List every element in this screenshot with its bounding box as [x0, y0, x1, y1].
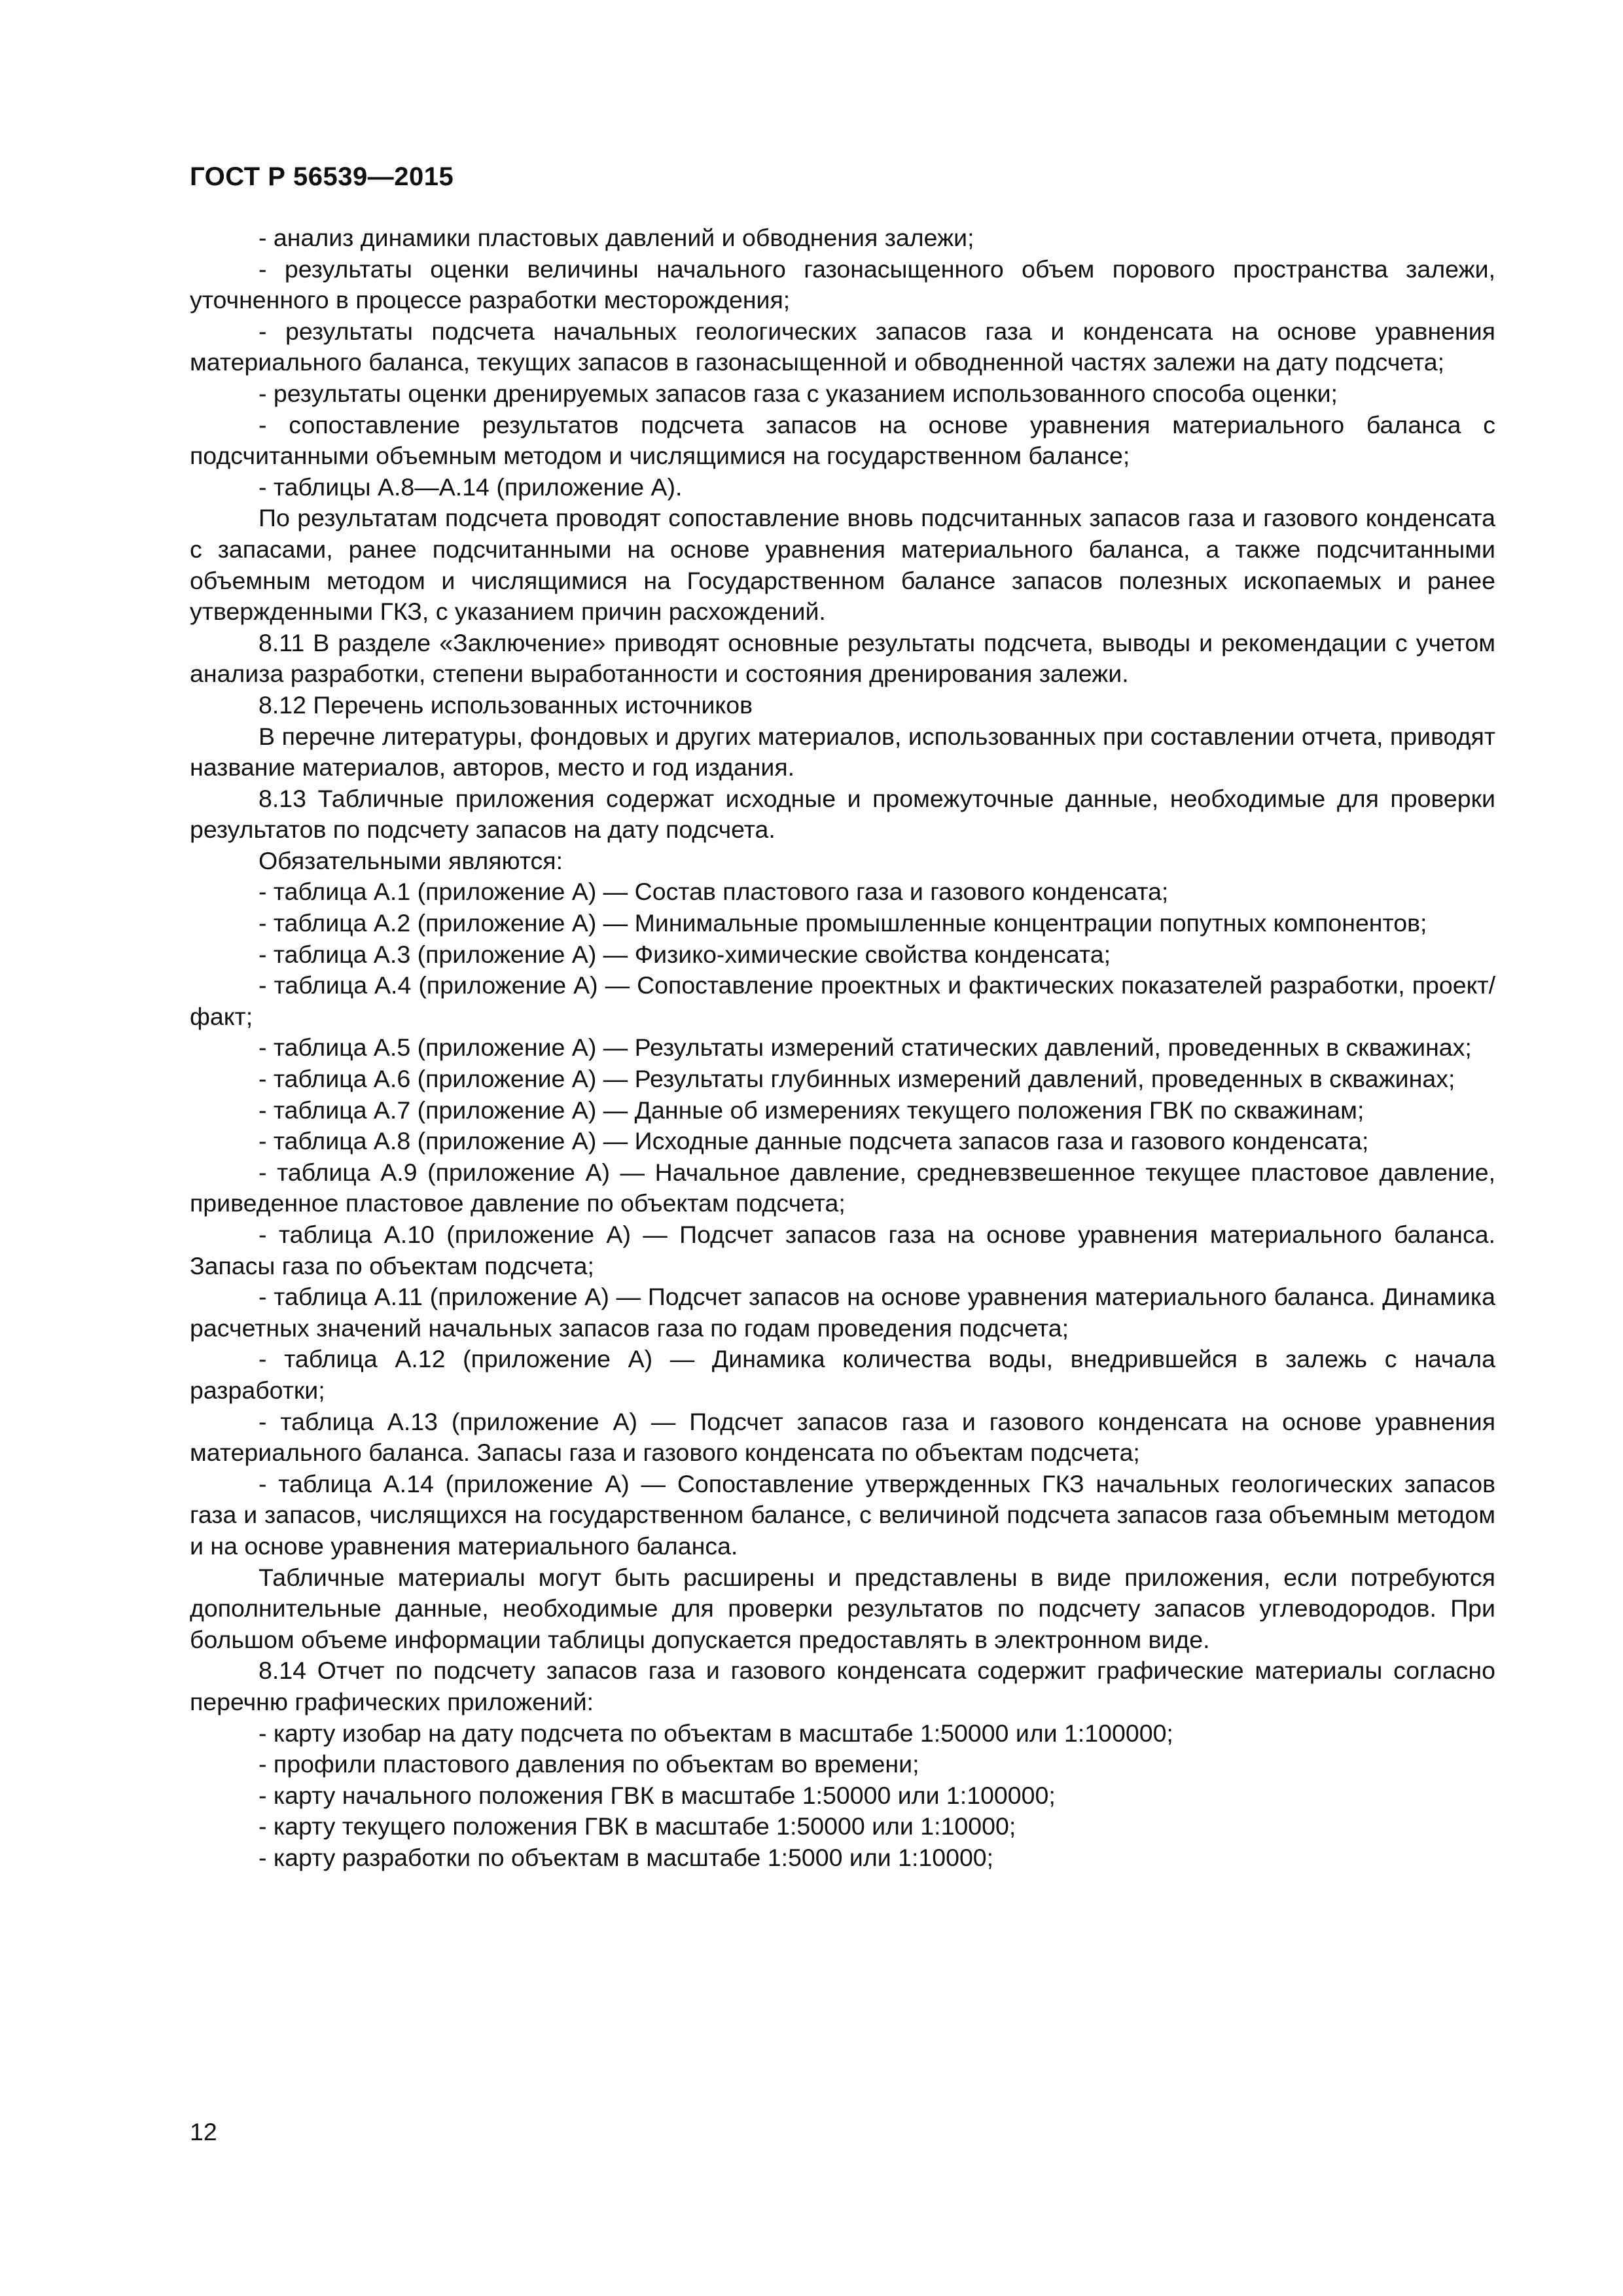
list-item-table-a3: - таблица А.3 (приложение А) — Физико-химические свойства конденсата; — [259, 940, 1111, 968]
list-item-table-a9: - таблица А.9 (приложение А) — Начальное давление, средневзвешенное текущее пластовое давление, приведенное пластовое давление по объектам подсчета; — [190, 1158, 1495, 1217]
list-item-table-a2: - таблица А.2 (приложение А) — Минимальные промышленные концентрации попутных компонентов; — [259, 909, 1427, 937]
list-item-table-a10: - таблица А.10 (приложение А) — Подсчет запасов газа на основе уравнения материального баланса. Запасы газа по объектам подсчета; — [190, 1221, 1495, 1280]
list-item-drained-reserves: - результаты оценки дренируемых запасов газа с указанием использованного способа оценки; — [259, 379, 1338, 407]
list-item-pressure-dynamics: - анализ динамики пластовых давлений и обводнения залежи; — [259, 224, 974, 251]
document-header-standard: ГОСТ Р 56539—2015 — [190, 162, 454, 191]
list-item-tables-a8-a14: - таблицы А.8—А.14 (приложение А). — [259, 473, 683, 501]
list-item-table-a12: - таблица А.12 (приложение А) — Динамика количества воды, внедрившейся в залежь с начала разработки; — [190, 1345, 1495, 1404]
list-item-table-a6: - таблица А.6 (приложение А) — Результаты глубинных измерений давлений, проведенных в скважинах; — [259, 1065, 1455, 1093]
page-number: 12 — [190, 2118, 217, 2145]
list-item-pressure-profiles: - профили пластового давления по объектам во времени; — [259, 1750, 919, 1778]
list-item-table-a8: - таблица А.8 (приложение А) — Исходные данные подсчета запасов газа и газового конденсата; — [259, 1127, 1369, 1155]
list-item-comparison: - сопоставление результатов подсчета запасов на основе уравнения материального баланса с подсчитанными объемным методом и числящимися на государственном балансе; — [190, 410, 1495, 470]
list-item-table-a14: - таблица А.14 (приложение А) — Сопоставление утвержденных ГКЗ начальных геологических запасов газа и запасов, числящихся на государственном балансе, с величиной подсчета запасов газа объемным методом и на основе уравнения материального баланса. — [190, 1469, 1495, 1560]
list-item-initial-reserves-results: - результаты подсчета начальных геологических запасов газа и конденсата на основе уравнения материального баланса, текущих запасов в газонасыщенной и обводненной частях залежи на дату подсчета; — [190, 317, 1495, 376]
paragraph-table-materials: Табличные материалы могут быть расширены и представлены в виде приложения, если потребуются дополнительные данные, необходимые для проверки результатов по подсчету запасов углеводородов. При большом объеме информации таблицы допускается предоставлять в электронном виде. — [190, 1563, 1495, 1653]
list-item-table-a7: - таблица А.7 (приложение А) — Данные об измерениях текущего положения ГВК по скважинам; — [259, 1096, 1364, 1124]
list-item-initial-gwc-map: - карту начального положения ГВК в масштабе 1:50000 или 1:100000; — [259, 1781, 1056, 1809]
list-item-table-a13: - таблица А.13 (приложение А) — Подсчет запасов газа и газового конденсата на основе уравнения материального баланса. Запасы газа и газового конденсата по объектам подсчета; — [190, 1407, 1495, 1467]
paragraph-comparison-results: По результатам подсчета проводят сопоставление вновь подсчитанных запасов газа и газового конденсата с запасами, ранее подсчитанными на основе уравнения материального баланса, а также подсчитанными объемным методом и числящимися на Государственном балансе запасов полезных ископаемых и ранее утвержденными ГКЗ, с указанием причин расхождений. — [190, 504, 1495, 626]
section-8-14: 8.14 Отчет по подсчету запасов газа и газового конденсата содержит графические материалы согласно перечню графических приложений: — [190, 1657, 1495, 1715]
list-item-development-map: - карту разработки по объектам в масштабе 1:5000 или 1:10000; — [259, 1843, 994, 1871]
list-item-gas-saturated-volume: - результаты оценки величины начального газонасыщенного объем порового пространства залежи, уточненного в процессе разработки месторождения; — [190, 255, 1495, 314]
list-item-table-a1: - таблица А.1 (приложение А) — Состав пластового газа и газового конденсата; — [259, 878, 1169, 906]
paragraph-sources-list: В перечне литературы, фондовых и других материалов, использованных при составлении отчета, приводят название материалов, авторов, место и год издания. — [190, 722, 1495, 781]
section-8-11: 8.11 В разделе «Заключение» приводят основные результаты подсчета, выводы и рекомендации с учетом анализа разработки, степени выработанности и состояния дренирования залежи. — [190, 628, 1495, 688]
list-item-table-a4: - таблица А.4 (приложение А) — Сопоставление проектных и фактических показателей разработки, проект/факт; — [190, 971, 1495, 1030]
document-body — [190, 223, 1495, 1873]
list-item-table-a5: - таблица А.5 (приложение А) — Результаты измерений статических давлений, проведенных в скважинах; — [259, 1033, 1472, 1062]
list-item-current-gwc-map: - карту текущего положения ГВК в масштабе 1:50000 или 1:10000; — [259, 1812, 1016, 1840]
list-item-table-a11: - таблица А.11 (приложение А) — Подсчет запасов на основе уравнения материального баланса. Динамика расчетных значений начальных запасов газа по годам проведения подсчета; — [190, 1283, 1495, 1342]
section-8-13: 8.13 Табличные приложения содержат исходные и промежуточные данные, необходимые для проверки результатов по подсчету запасов на дату подсчета. — [190, 784, 1495, 844]
paragraph-mandatory-intro: Обязательными являются: — [259, 846, 563, 874]
section-8-12: 8.12 Перечень использованных источников — [259, 691, 753, 719]
list-item-isobar-map: - карту изобар на дату подсчета по объектам в масштабе 1:50000 или 1:100000; — [259, 1719, 1173, 1747]
